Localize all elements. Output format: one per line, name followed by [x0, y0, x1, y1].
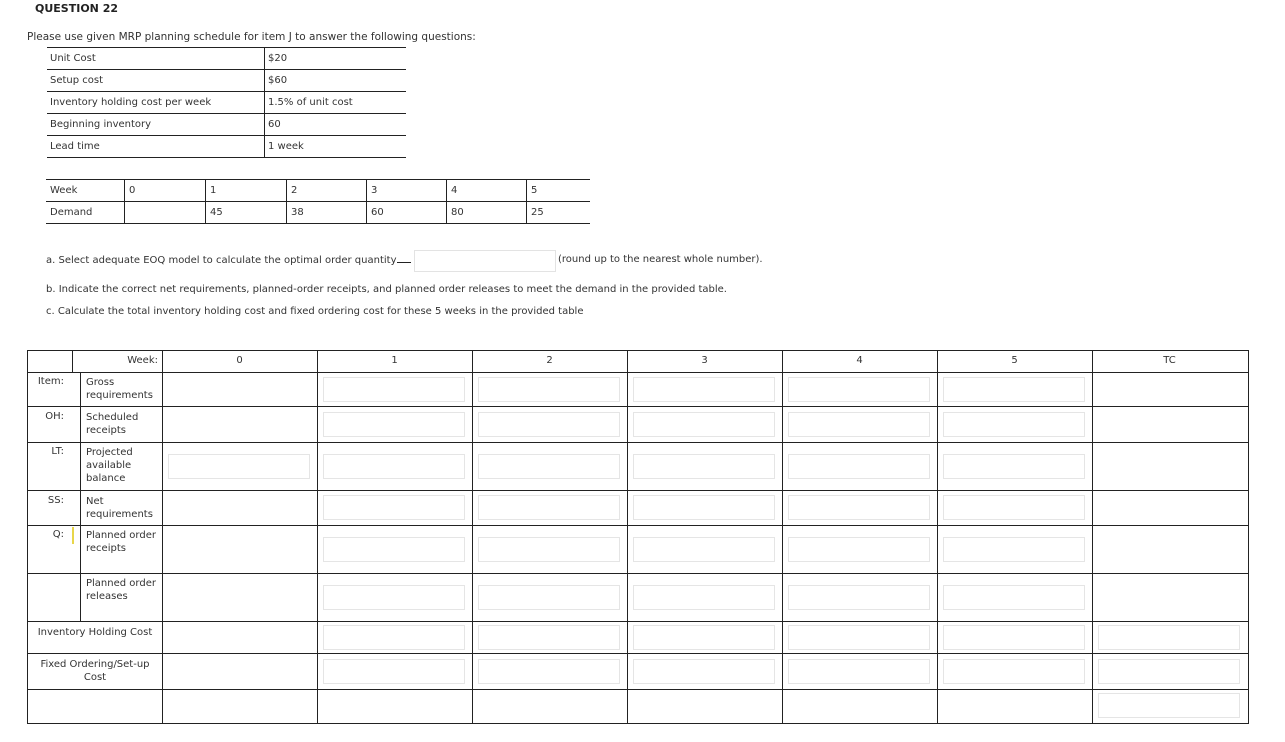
mrp-grid: [27, 350, 1249, 724]
info-label: Lead time: [47, 136, 265, 158]
mrp-cell-input[interactable]: [788, 454, 930, 479]
week-cell: 5: [527, 180, 591, 202]
blank-underline: [397, 254, 411, 263]
part-a-text: [46, 254, 411, 266]
info-value: $60: [265, 70, 407, 92]
cost-cell-input[interactable]: [788, 659, 930, 684]
mrp-cell-input[interactable]: [478, 377, 620, 402]
grid-line: [317, 351, 318, 723]
table-row: [47, 92, 406, 114]
mrp-cell-input[interactable]: [323, 377, 465, 402]
projected-balance-label: Projected available balance: [86, 447, 133, 484]
demand-cell: 25: [527, 202, 591, 224]
part-b-text: b. Indicate the correct net requirements, planned-order receipts, and planned order releases to meet the demand in the provided table.: [46, 284, 727, 295]
item-info-table: [47, 47, 406, 158]
part-a-suffix-wrap: [558, 254, 763, 265]
week-column-header: 3: [701, 355, 708, 366]
mrp-cell-input[interactable]: [943, 495, 1085, 520]
demand-cell: 38: [287, 202, 367, 224]
tc-header: TC: [1163, 355, 1176, 366]
eoq-answer-input[interactable]: [414, 250, 556, 272]
demand-cell: [125, 202, 206, 224]
info-value: 1.5% of unit cost: [265, 92, 407, 114]
fixed-ordering-cost-label: Fixed Ordering/Set-up Cost: [40, 659, 150, 683]
demand-header: Demand: [46, 202, 125, 224]
info-label: Unit Cost: [47, 48, 265, 70]
mrp-cell-input[interactable]: [478, 454, 620, 479]
mrp-cell-input[interactable]: [788, 585, 930, 610]
item-label: Item:: [37, 376, 64, 387]
mrp-cell-input[interactable]: [478, 537, 620, 562]
week-column-header: 0: [236, 355, 243, 366]
mrp-cell-input[interactable]: [943, 454, 1085, 479]
mrp-cell-input[interactable]: [323, 585, 465, 610]
week-column-header: 2: [546, 355, 553, 366]
cost-cell-input[interactable]: [323, 625, 465, 650]
mrp-cell-input[interactable]: [633, 454, 775, 479]
week-cell: 2: [287, 180, 367, 202]
mrp-cell-input[interactable]: [633, 495, 775, 520]
cost-cell-input[interactable]: [323, 659, 465, 684]
table-row: [47, 136, 406, 158]
part-c-text: c. Calculate the total inventory holding cost and fixed ordering cost for these 5 weeks in the provided table: [46, 306, 584, 317]
info-value: 60: [265, 114, 407, 136]
mrp-cell-input[interactable]: [788, 495, 930, 520]
mrp-cell-input[interactable]: [943, 537, 1085, 562]
mrp-cell-input[interactable]: [323, 412, 465, 437]
cost-cell-input[interactable]: [633, 625, 775, 650]
cost-cell-input[interactable]: [478, 659, 620, 684]
cost-cell-input[interactable]: [943, 625, 1085, 650]
table-row: [47, 114, 406, 136]
week-cell: 3: [367, 180, 447, 202]
grid-line: [28, 372, 1248, 373]
on-hand-label: OH:: [45, 411, 64, 422]
mrp-cell-input[interactable]: [788, 537, 930, 562]
grid-line: [937, 351, 938, 723]
order-qty-input[interactable]: [72, 527, 74, 544]
question-intro: Please use given MRP planning schedule for item J to answer the following questions:: [27, 31, 476, 43]
lead-time-label: LT:: [51, 446, 64, 457]
week-header-label: Week:: [127, 355, 158, 366]
part-a-suffix: (round up to the nearest whole number).: [558, 254, 763, 265]
mrp-cell-input[interactable]: [478, 412, 620, 437]
grid-line: [28, 573, 1248, 574]
net-requirements-label: Net requirements: [86, 496, 153, 520]
mrp-cell-input[interactable]: [168, 454, 310, 479]
grid-line: [472, 351, 473, 723]
info-value: 1 week: [265, 136, 407, 158]
grid-line: [28, 653, 1248, 654]
mrp-cell-input[interactable]: [788, 412, 930, 437]
mrp-cell-input[interactable]: [478, 585, 620, 610]
cost-cell-input[interactable]: [633, 659, 775, 684]
week-column-header: 5: [1011, 355, 1018, 366]
planned-order-receipts-label: Planned order receipts: [86, 530, 156, 554]
demand-cell: 80: [447, 202, 527, 224]
table-row: [47, 70, 406, 92]
mrp-cell-input[interactable]: [788, 377, 930, 402]
info-label: Setup cost: [47, 70, 265, 92]
grid-line: [1092, 351, 1093, 723]
mrp-cell-input[interactable]: [323, 495, 465, 520]
grid-line: [28, 689, 1248, 690]
mrp-cell-input[interactable]: [323, 454, 465, 479]
info-value: $20: [265, 48, 407, 70]
week-column-header: 1: [391, 355, 398, 366]
demand-table: [46, 179, 590, 224]
info-label: Beginning inventory: [47, 114, 265, 136]
cost-cell-input[interactable]: [943, 659, 1085, 684]
table-row: [46, 202, 590, 224]
mrp-cell-input[interactable]: [323, 537, 465, 562]
grid-line: [28, 525, 1248, 526]
mrp-cell-input[interactable]: [633, 537, 775, 562]
mrp-cell-input[interactable]: [943, 377, 1085, 402]
mrp-cell-input[interactable]: [943, 585, 1085, 610]
cost-cell-input[interactable]: [1098, 659, 1240, 684]
safety-stock-label: SS:: [47, 495, 64, 506]
grid-line: [80, 372, 81, 621]
grid-line: [28, 406, 1248, 407]
cost-cell-input[interactable]: [1098, 625, 1240, 650]
mrp-cell-input[interactable]: [478, 495, 620, 520]
week-column-header: 4: [856, 355, 863, 366]
order-qty-label: Q:: [52, 529, 64, 540]
grid-line: [162, 351, 163, 723]
info-label: Inventory holding cost per week: [47, 92, 265, 114]
mrp-cell-input[interactable]: [943, 412, 1085, 437]
week-cell: 4: [447, 180, 527, 202]
grid-line: [72, 351, 73, 372]
mrp-cell-input[interactable]: [633, 412, 775, 437]
table-row: [47, 48, 406, 70]
mrp-cell-input[interactable]: [633, 377, 775, 402]
mrp-cell-input[interactable]: [633, 585, 775, 610]
inventory-holding-cost-label: Inventory Holding Cost: [37, 627, 153, 638]
scheduled-receipts-label: Scheduled receipts: [86, 412, 139, 436]
cost-cell-input[interactable]: [788, 625, 930, 650]
total-cost-input[interactable]: [1098, 693, 1240, 718]
demand-cell: 45: [206, 202, 287, 224]
week-header: Week: [46, 180, 125, 202]
demand-cell: 60: [367, 202, 447, 224]
grid-line: [782, 351, 783, 723]
planned-order-releases-label: Planned order releases: [86, 578, 156, 602]
week-cell: 0: [125, 180, 206, 202]
gross-requirements-label: Gross requirements: [86, 377, 153, 401]
part-a-prefix: a. Select adequate EOQ model to calculate the optimal order quantity: [46, 255, 397, 266]
week-cell: 1: [206, 180, 287, 202]
question-title: QUESTION 22: [35, 2, 119, 15]
grid-line: [28, 442, 1248, 443]
cost-cell-input[interactable]: [478, 625, 620, 650]
table-row: [46, 180, 590, 202]
grid-line: [28, 490, 1248, 491]
grid-line: [627, 351, 628, 723]
grid-line: [28, 621, 1248, 622]
